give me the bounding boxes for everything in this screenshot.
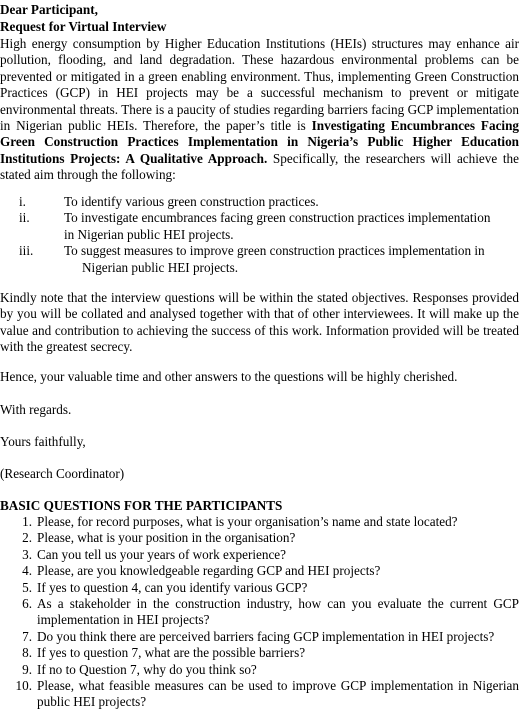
question-text: Please, for record purposes, what is your organisation’s name and state located? bbox=[37, 514, 458, 529]
objective-text-cont: in Nigerian public HEI projects. bbox=[64, 226, 234, 242]
question-item bbox=[0, 645, 519, 661]
question-text: As a stakeholder in the construction industry, how can you evaluate the current GCP implementation in HEI projects? bbox=[37, 596, 519, 628]
question-text: Please, are you knowledgeable regarding GCP and HEI projects? bbox=[37, 563, 381, 579]
question-number: 10. bbox=[15, 678, 32, 694]
question-text: Can you tell us your years of work experience? bbox=[37, 546, 287, 562]
question-item bbox=[0, 596, 519, 629]
objective-text: To suggest measures to improve green construction practices implementation in bbox=[64, 243, 485, 259]
questions-list bbox=[0, 514, 519, 711]
regards: With regards. bbox=[0, 402, 72, 417]
question-number: 5. bbox=[22, 579, 32, 595]
questions-heading: BASIC QUESTIONS FOR THE PARTICIPANTS bbox=[0, 498, 283, 513]
question-item bbox=[0, 563, 519, 579]
question-text: Please, what feasible measures can be used to improve GCP implementation in Nigerian public HEI projects? bbox=[37, 678, 519, 710]
objective-number: iii. bbox=[19, 243, 34, 259]
question-item bbox=[0, 514, 519, 530]
question-number: 8. bbox=[22, 645, 32, 661]
question-item bbox=[0, 629, 519, 645]
question-number: 9. bbox=[22, 661, 32, 677]
question-number: 6. bbox=[22, 596, 32, 612]
objective-continuation bbox=[0, 260, 519, 276]
closing-line: Hence, your valuable time and other answers to the questions will be highly cherished. bbox=[0, 369, 458, 384]
objective-text: To identify various green construction practices. bbox=[64, 194, 319, 209]
question-text: If yes to question 7, what are the possible barriers? bbox=[37, 645, 306, 661]
question-number: 4. bbox=[22, 563, 32, 579]
request-heading: Request for Virtual Interview bbox=[0, 19, 167, 34]
objective-text: To investigate encumbrances facing green construction practices implementation bbox=[64, 210, 491, 226]
question-number: 2. bbox=[22, 530, 32, 546]
salutation: Dear Participant, bbox=[0, 2, 98, 17]
objective-text-cont: Nigerian public HEI projects. bbox=[82, 259, 239, 275]
signatory: (Research Coordinator) bbox=[0, 466, 125, 481]
intro-paragraph bbox=[0, 36, 519, 184]
intro-text-end: Specifically, the researchers will achieve the stated aim through the following: bbox=[0, 150, 519, 183]
yours-faithfully: Yours faithfully, bbox=[0, 434, 86, 449]
objective-continuation bbox=[0, 227, 519, 243]
objective-item bbox=[0, 210, 519, 226]
question-item bbox=[0, 530, 519, 546]
question-item bbox=[0, 547, 519, 563]
paper-title: Investigating Encumbrances Facing Green Construction Practices Implementation in Nigeria’s Public Higher Education Institutions Projects: A Qualitative Approach. bbox=[0, 118, 520, 166]
question-text: If no to Question 7, why do you think so? bbox=[37, 661, 257, 677]
question-number: 7. bbox=[22, 628, 32, 644]
question-item bbox=[0, 580, 519, 596]
question-number: 3. bbox=[22, 546, 32, 562]
note-paragraph: Kindly note that the interview questions will be within the stated objectives. Responses provided by you will be collated and analysed together with that of other interviewees. It will make up the value and contribution to achieving the success of this work. Information provided will be treated with the greatest secrecy. bbox=[0, 290, 519, 355]
question-text: Do you think there are perceived barriers facing GCP implementation in HEI projects? bbox=[37, 628, 495, 644]
intro-text: High energy consumption by Higher Education Institutions (HEIs) structures may enhance air pollution, flooding, and land degradation. These hazardous environmental problems can be prevented or mitigated in a green enabling environment. Thus, implementing Green Construction Practices (GCP) in HEI projects may be a successful mechanism to prevent or mitigate environmental threats. There is a paucity of studies regarding barriers facing GCP implementation in Nigerian public HEIs. Therefore, the paper’s title is bbox=[0, 36, 519, 134]
question-item bbox=[0, 678, 519, 711]
objectives-list bbox=[0, 194, 519, 276]
objective-item bbox=[0, 194, 519, 210]
objective-number: i. bbox=[19, 194, 26, 209]
question-text: Please, what is your position in the organisation? bbox=[37, 530, 296, 546]
question-number: 1. bbox=[22, 514, 32, 529]
question-item bbox=[0, 662, 519, 678]
objective-item bbox=[0, 243, 519, 259]
question-text: If yes to question 4, can you identify various GCP? bbox=[37, 579, 308, 595]
objective-number: ii. bbox=[19, 210, 30, 226]
